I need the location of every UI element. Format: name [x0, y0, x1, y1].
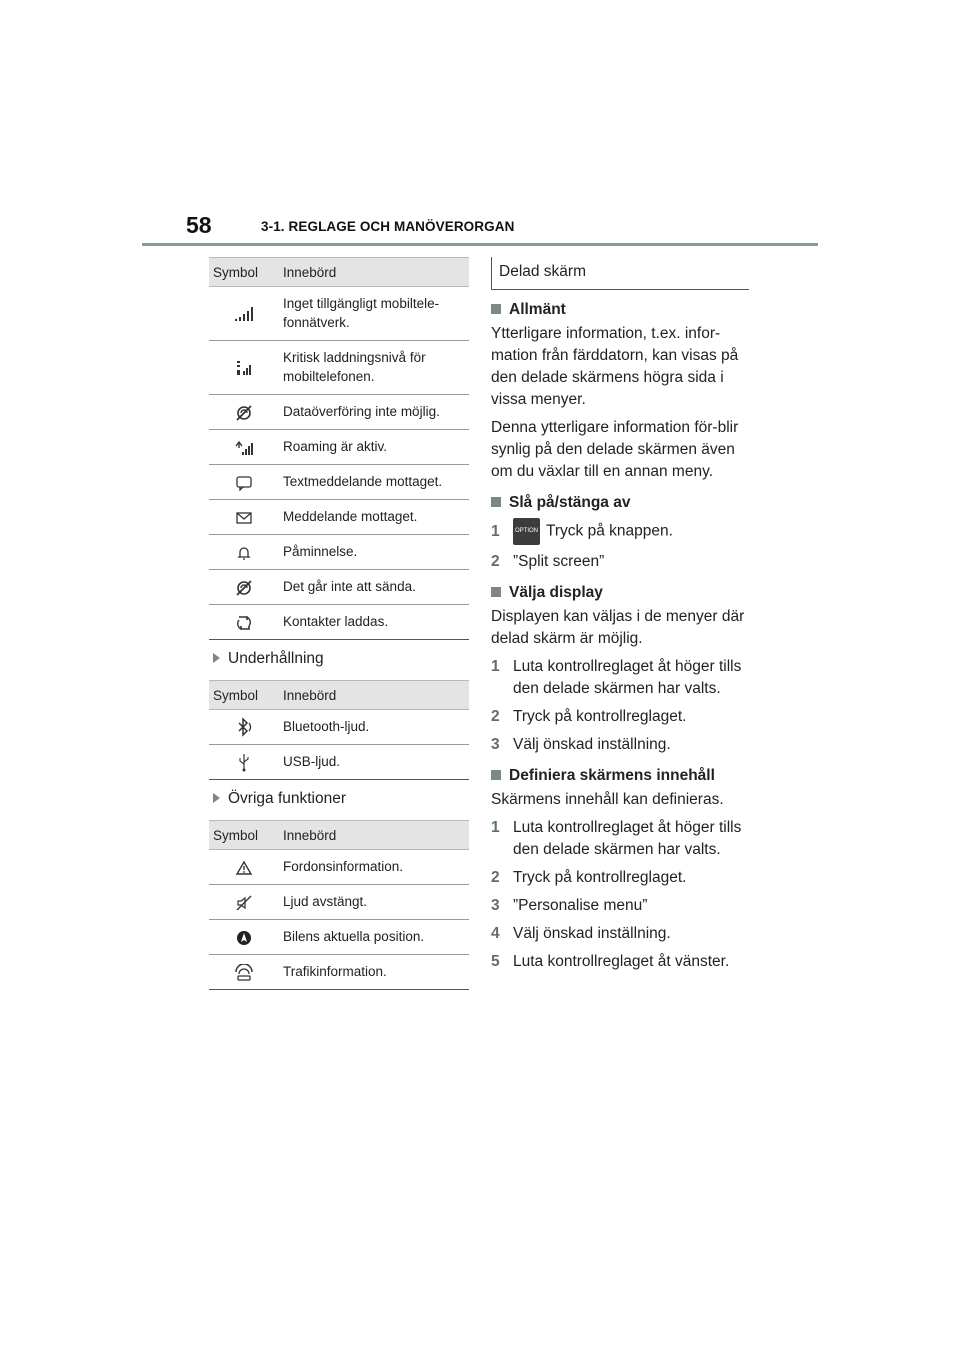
entertainment-table: [209, 680, 469, 780]
right-column: [491, 257, 751, 979]
row-text: Trafikinformation.: [279, 955, 469, 990]
list-item: 1 Luta kontrollreglaget åt höger tills den delade skärmen har valts.: [491, 819, 742, 858]
option-button-icon: OPTION: [513, 518, 540, 545]
row-text: Bluetooth-ljud.: [279, 710, 469, 745]
table-row: [209, 500, 469, 535]
triangle-bullet-icon: [213, 793, 220, 803]
square-bullet-icon: [491, 304, 501, 314]
symbol-header: Symbol: [209, 681, 279, 710]
roaming-icon: [234, 440, 254, 455]
position-icon: [236, 930, 252, 945]
row-text: Kritisk laddningsnivå för mobiltelefonen.: [279, 341, 469, 395]
triangle-bullet-icon: [213, 653, 220, 663]
general-paragraph-2: Denna ytterligare information för-blir synlig på den delade skärmen även om du växlar till en annan meny.: [491, 419, 739, 480]
page-number: 58: [186, 212, 212, 238]
list-item: 5 Luta kontrollreglaget åt vänster.: [491, 953, 730, 970]
table-row: [209, 430, 469, 465]
symbol-header: Symbol: [209, 258, 279, 287]
meaning-header: Innebörd: [279, 821, 469, 850]
table-row: [209, 885, 469, 920]
signal-none-icon: [233, 306, 255, 321]
split-screen-title: Delad skärm: [491, 257, 749, 290]
warning-triangle-icon: [235, 860, 253, 875]
display-paragraph: Displayen kan väljas i de menyer där delad skärm är möjlig.: [491, 608, 745, 647]
mute-icon: [235, 894, 253, 909]
bluetooth-audio-icon: [235, 719, 253, 734]
section-entertainment: Underhållning: [209, 648, 469, 670]
battery-critical-icon: [235, 360, 253, 375]
contacts-loading-icon: [235, 614, 253, 629]
header-rule: [142, 243, 818, 246]
traffic-info-icon: [233, 964, 255, 979]
square-bullet-icon: [491, 497, 501, 507]
content-heading: Definiera skärmens innehåll: [491, 765, 751, 787]
no-data-icon: [235, 404, 253, 419]
table-row: [209, 395, 469, 430]
table-row: [209, 341, 469, 395]
row-text: Meddelande mottaget.: [279, 500, 469, 535]
table-row: [209, 745, 469, 780]
section-other-functions: Övriga funktioner: [209, 788, 469, 810]
table-row: [209, 287, 469, 341]
table-row: [209, 605, 469, 640]
left-column: [209, 257, 469, 990]
table-row: [209, 465, 469, 500]
chapter-title: 3-1. REGLAGE OCH MANÖVERORGAN: [261, 219, 515, 234]
list-item: 2 Tryck på kontrollreglaget.: [491, 708, 687, 725]
phone-symbols-table: [209, 257, 469, 640]
row-text: Kontakter laddas.: [279, 605, 469, 640]
table-row: [209, 535, 469, 570]
display-heading: Välja display: [491, 582, 751, 604]
row-text: Fordonsinformation.: [279, 850, 469, 885]
general-heading: Allmänt: [491, 299, 751, 321]
row-text: USB-ljud.: [279, 745, 469, 780]
row-text: Textmeddelande mottaget.: [279, 465, 469, 500]
row-text: Roaming är aktiv.: [279, 430, 469, 465]
symbol-header: Symbol: [209, 821, 279, 850]
meaning-header: Innebörd: [279, 258, 469, 287]
row-text: Bilens aktuella position.: [279, 920, 469, 955]
usb-icon: [238, 754, 250, 769]
table-row: [209, 710, 469, 745]
row-text: Ljud avstängt.: [279, 885, 469, 920]
general-paragraph-1: Ytterligare information, t.ex. infor-mation från färddatorn, kan visas på den delade skärmens högra sida i vissa menyer.: [491, 325, 739, 408]
meaning-header: Innebörd: [279, 681, 469, 710]
list-item: 1 Luta kontrollreglaget åt höger tills den delade skärmen har valts.: [491, 658, 742, 697]
list-item: 3 Välj önskad inställning.: [491, 736, 671, 753]
list-item: 2 ”Split screen”: [491, 553, 605, 570]
row-text: Inget tillgängligt mobiltele-fonnätverk.: [279, 287, 469, 341]
square-bullet-icon: [491, 770, 501, 780]
table-row: [209, 850, 469, 885]
row-text: Det går inte att sända.: [279, 570, 469, 605]
list-item: 1 OPTION Tryck på knappen.: [491, 518, 751, 545]
list-item: 4 Välj önskad inställning.: [491, 925, 671, 942]
row-text: Dataöverföring inte möjlig.: [279, 395, 469, 430]
other-functions-table: [209, 820, 469, 990]
text-message-icon: [235, 475, 253, 490]
table-row: [209, 570, 469, 605]
cannot-send-icon: [235, 579, 253, 594]
envelope-icon: [235, 510, 253, 525]
table-row: [209, 920, 469, 955]
content-paragraph: Skärmens innehåll kan definieras.: [491, 791, 724, 808]
list-item: 2 Tryck på kontrollreglaget.: [491, 869, 687, 886]
list-item: 3 ”Personalise menu”: [491, 897, 648, 914]
table-row: [209, 955, 469, 990]
bell-icon: [236, 545, 252, 560]
square-bullet-icon: [491, 587, 501, 597]
row-text: Påminnelse.: [279, 535, 469, 570]
onoff-heading: Slå på/stänga av: [491, 492, 751, 514]
